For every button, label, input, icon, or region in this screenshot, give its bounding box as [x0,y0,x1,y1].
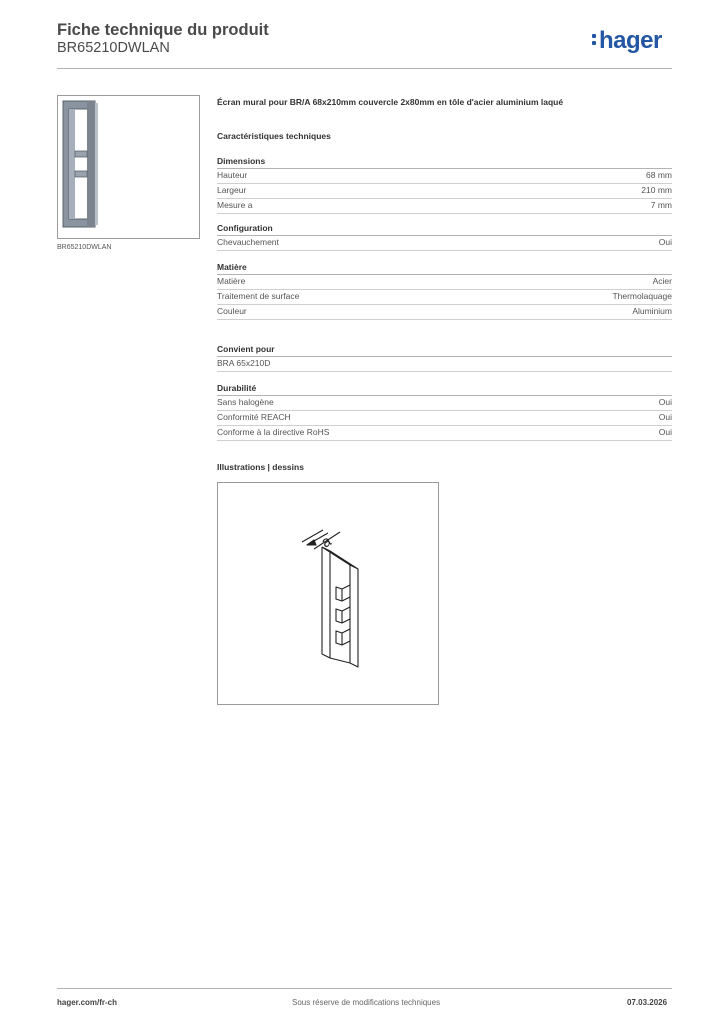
section-configuration [217,221,672,251]
spec-label: Conformité REACH [217,412,291,422]
spec-label: Sans halogène [217,397,274,407]
spec-label: Traitement de surface [217,291,300,301]
section-title: Dimensions [217,154,672,169]
header-divider [57,68,672,69]
spec-label: Conforme à la directive RoHS [217,427,330,437]
spec-row [217,290,672,305]
footer-divider [57,988,672,989]
spec-value: Aluminium [632,306,672,316]
section-title: Durabilité [217,381,672,396]
technical-drawing [217,482,439,705]
spec-value: Oui [658,427,672,437]
product-reference: BR65210DWLAN [57,40,170,56]
spec-value: Oui [658,412,672,422]
section-durabilite [217,381,672,441]
spec-row [217,275,672,290]
spec-row [217,396,672,411]
spec-label: Mesure a [217,200,253,210]
spec-label: Chevauchement [217,237,279,247]
hager-logo [592,27,662,55]
spec-row [217,426,672,441]
logo-text: hager [599,27,662,54]
spec-label: Couleur [217,306,247,316]
section-title: Matière [217,260,672,275]
spec-value: 7 mm [650,200,672,210]
spec-row [217,357,672,372]
footer-website-link[interactable]: hager.com/fr-ch [57,998,118,1007]
spec-row [217,184,672,199]
product-image-caption: BR65210DWLAN [57,244,112,251]
footer-date: 07.03.2026 [627,998,668,1007]
footer-notice: Sous réserve de modifications techniques [292,998,441,1007]
spec-row [217,236,672,251]
section-matiere [217,260,672,320]
technical-heading: Caractéristiques techniques [217,131,331,141]
spec-value: Thermolaquage [612,291,672,301]
logo-dots-icon [592,31,597,47]
spec-value: Acier [652,276,672,286]
product-description: Écran mural pour BR/A 68x210mm couvercle 2x80mm en tôle d'acier aluminium laqué [217,97,564,107]
spec-row [217,199,672,214]
spec-label: Matière [217,276,246,286]
spec-row [217,305,672,320]
section-title: Configuration [217,221,672,236]
spec-value: Oui [658,397,672,407]
spec-row [217,411,672,426]
spec-value: Oui [658,237,672,247]
technical-drawing-svg [218,483,438,704]
spec-value: 68 mm [646,170,672,180]
section-title: Convient pour [217,342,672,357]
spec-label: Largeur [217,185,247,195]
product-image [57,95,200,239]
section-convient-pour [217,342,672,372]
illustrations-title: Illustrations | dessins [217,462,304,472]
document-title: Fiche technique du produit [57,21,269,39]
spec-row [217,169,672,184]
spec-label: Hauteur [217,170,248,180]
product-image-drawing [58,96,199,238]
section-dimensions [217,154,672,214]
dimension-label: a [318,532,335,552]
spec-label: BRA 65x210D [217,358,271,368]
spec-value: 210 mm [641,185,672,195]
